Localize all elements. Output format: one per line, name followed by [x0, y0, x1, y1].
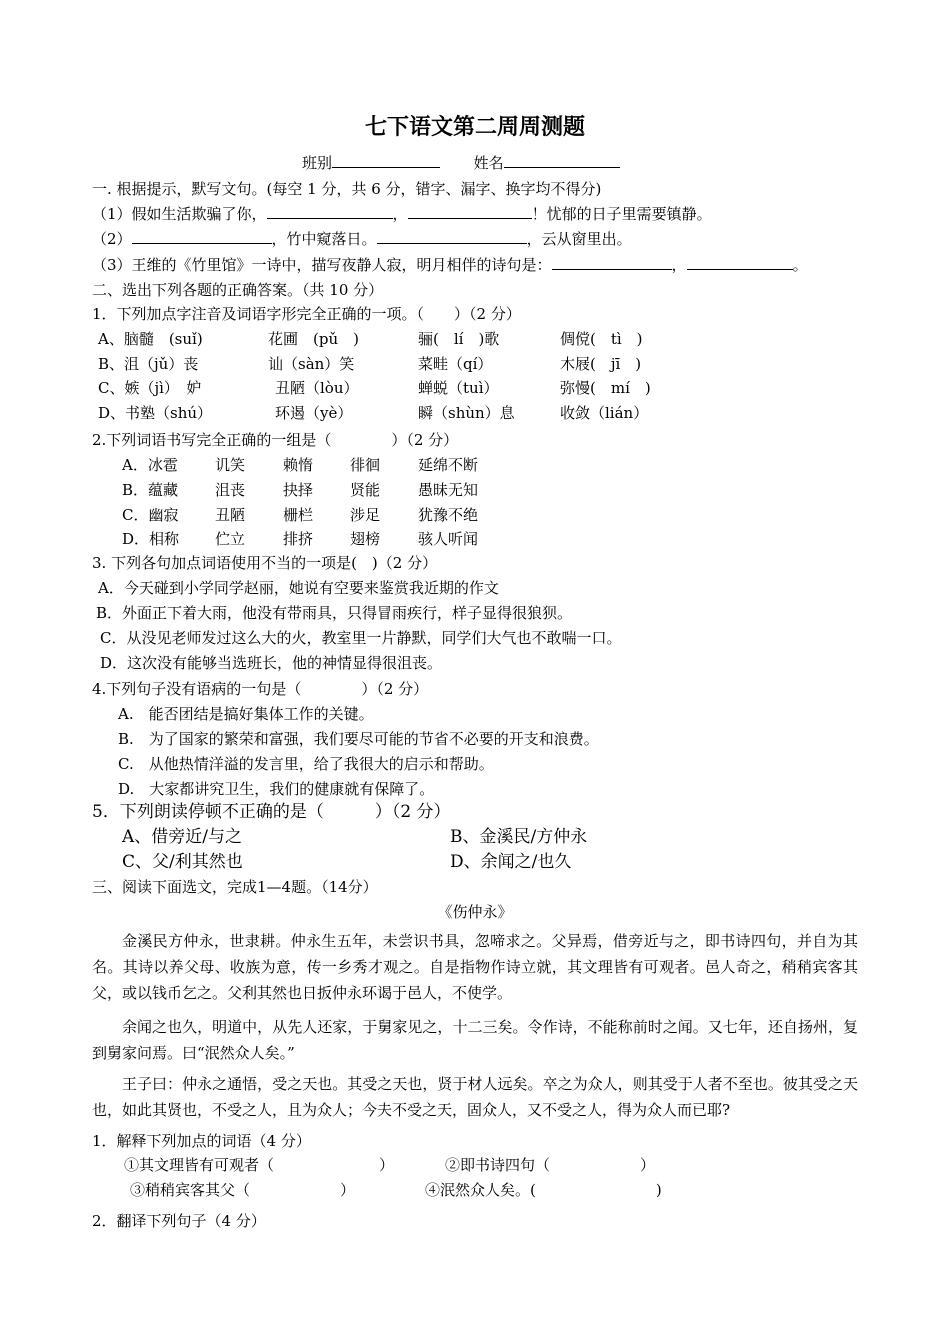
s2-q2-word: 沮丧: [215, 481, 246, 499]
s2-q1-option: 蝉蜕（tuì）: [418, 379, 499, 397]
s2-q3-option: D．这次没有能够当选班长，他的神情显得很沮丧。: [100, 654, 443, 672]
s1-question-1: [92, 204, 712, 224]
s2-q3-option: A．今天碰到小学同学赵丽，她说有空要来鉴赏我近期的作文: [98, 579, 499, 597]
s2-q2-word: 涉足: [350, 506, 381, 524]
s1-q3-blank-2[interactable]: [687, 255, 793, 270]
s1-question-3: [92, 255, 808, 275]
s2-q2-word: D．相称: [122, 530, 180, 548]
s3-q2-stem: 2．翻译下列句子（4 分）: [92, 1212, 266, 1230]
s2-q1-option: 瞬（shùn）息: [418, 404, 515, 422]
s1-q2-blank-1[interactable]: [132, 229, 272, 244]
s2-q4-option: A. 能否团结是搞好集体工作的关键。: [118, 705, 374, 723]
s2-q5-option: D、余闻之/也久: [450, 852, 572, 872]
s2-q1-option: B、沮（jǔ）丧: [98, 355, 199, 373]
s2-q4-stem: 4.下列句子没有语病的一句是（ ）（2 分）: [92, 680, 429, 698]
s1-q3-text-c: 。: [792, 256, 808, 274]
s2-q2-word: 丑陋: [215, 506, 246, 524]
s2-q2-word: 贤能: [350, 481, 381, 499]
s2-q1-option: 菜畦（qí）: [418, 355, 493, 373]
s2-q2-word: 赖惰: [283, 456, 314, 474]
s2-q1-option: 木屐( jī ): [560, 355, 642, 373]
s1-q2-blank-2[interactable]: [377, 229, 527, 244]
s2-q2-stem: 2.下列词语书写完全正确的一组是（ ）（2 分）: [92, 431, 459, 449]
section1-heading: 一. 根据提示，默写文句。(每空 1 分，共 6 分，错字、漏字、换字均不得分): [92, 180, 602, 198]
s2-q2-word: 抉择: [283, 481, 314, 499]
s2-q2-word: 徘徊: [350, 456, 381, 474]
s2-q1-option: 弥慢( mí ): [560, 379, 651, 397]
s3-q1-stem: 1．解释下列加点的词语（4 分）: [92, 1132, 311, 1150]
s2-q2-word: 延绵不断: [418, 456, 479, 474]
passage-paragraph-2: 余闻之也久，明道中，从先人还家，于舅家见之，十二三矣。令作诗，不能称前时之闻。又七年，还自扬州，复到舅家问焉。曰“泯然众人矣。”: [92, 1018, 858, 1062]
s2-q2-word: 伫立: [215, 530, 246, 548]
s1-q2-text-c: ，云从窗里出。: [526, 230, 632, 248]
s1-q2-text-a: （2）: [92, 230, 132, 248]
s2-q2-word: 翅榜: [350, 530, 381, 548]
passage-paragraph-3: 王子曰：仲永之通悟，受之天也。其受之天也，贤于材人远矣。卒之为众人，则其受于人者不至也。彼其受之天也，如此其贤也，不受之人，且为众人；今夫不受之天，固众人，又不受之人，得为众人而已耶?: [92, 1075, 858, 1119]
passage-paragraph-1: 金溪民方仲永，世隶耕。仲永生五年，未尝识书具，忽啼求之。父异焉，借旁近与之，即书诗四句，并自为其名。其诗以养父母、收族为意，传一乡秀才观之。自是指物作诗立就，其文理皆有可观者。邑人奇之，稍稍宾客其父，或以钱币乞之。父利其然也日扳仲永环谒于邑人，不使学。: [92, 932, 858, 1002]
s2-q1-option: D、书塾（shú）: [98, 404, 213, 422]
s2-q2-word: B．蕴藏: [122, 481, 179, 499]
s2-q1-option: 收敛（lián）: [560, 404, 649, 422]
s1-q2-text-b: ，竹中窥落日。: [271, 230, 377, 248]
page-title: 七下语文第二周周测题: [364, 114, 585, 140]
s2-q1-stem: 1．下列加点字注音及词语字形完全正确的一项。（ ）（2 分）: [92, 305, 521, 323]
s2-q2-word: 排挤: [283, 530, 314, 548]
s2-q2-word: 愚昧无知: [418, 481, 479, 499]
s2-q1-option: C、嫉（jì） 妒: [98, 379, 202, 397]
s1-q1-blank-1[interactable]: [267, 204, 393, 219]
s3-q1-item: ①其文理皆有可观者（ ）: [124, 1156, 395, 1174]
s2-q2-word: A．冰雹: [122, 456, 178, 474]
s2-q2-word: 栅栏: [283, 506, 314, 524]
class-label: 班别: [302, 154, 333, 172]
s1-q1-blank-2[interactable]: [408, 204, 532, 219]
s2-q4-option: B. 为了国家的繁荣和富强，我们要尽可能的节省不必要的开支和浪费。: [118, 730, 599, 748]
class-blank[interactable]: [332, 153, 440, 168]
s2-q5-option: C、父/利其然也: [122, 852, 243, 872]
s2-q5-stem: 5．下列朗读停顿不正确的是（ ）（2 分）: [92, 802, 451, 822]
s2-q2-word: 讥笑: [215, 456, 246, 474]
s2-q3-stem: 3. 下列各句加点词语使用不当的一项是( )（2 分）: [92, 554, 438, 572]
s2-q1-option: 花圃 (pǔ ): [268, 330, 359, 348]
section2-heading: 二、选出下列各题的正确答案。（共 10 分）: [92, 281, 384, 299]
name-blank[interactable]: [504, 153, 620, 168]
passage-title: 《伤仲永》: [437, 903, 513, 921]
s2-q1-option: 环遏（yè）: [275, 404, 353, 422]
s2-q2-word: 犹豫不绝: [418, 506, 479, 524]
s2-q5-option: B、金溪民/方仲永: [450, 827, 588, 847]
s1-q3-blank-1[interactable]: [552, 255, 672, 270]
header-info: [302, 153, 620, 173]
s2-q1-option: A、脑髓 (suǐ): [98, 330, 203, 348]
name-label: 姓名: [473, 154, 504, 172]
s2-q4-option: D. 大家都讲究卫生，我们的健康就有保障了。: [118, 780, 435, 798]
s2-q4-option: C. 从他热情洋溢的发言里，给了我很大的启示和帮助。: [118, 755, 494, 773]
s1-q1-text-b: ，: [392, 205, 408, 223]
s2-q3-option: B．外面正下着大雨，他没有带雨具，只得冒雨疾行，样子显得很狼狈。: [96, 604, 573, 622]
s1-q3-text-b: ，: [671, 256, 687, 274]
s1-q1-text-c: ！忧郁的日子里需要镇静。: [531, 205, 712, 223]
s3-q1-item: ③稍稍宾客其父（ ）: [130, 1181, 356, 1199]
s2-q1-option: 倜傥( tì ): [560, 330, 643, 348]
s1-q3-text-a: （3）王维的《竹里馆》一诗中，描写夜静人寂，明月相伴的诗句是：: [92, 256, 552, 274]
s1-q1-text-a: （1）假如生活欺骗了你，: [92, 205, 267, 223]
s2-q2-word: 骇人听闻: [418, 530, 479, 548]
s2-q1-option: 骊( lí )歌: [418, 330, 500, 348]
section3-heading: 三、阅读下面选文，完成1—4题。（14分）: [92, 878, 378, 896]
s2-q2-word: C．幽寂: [122, 506, 179, 524]
s3-q1-item: ②即书诗四句（ ）: [445, 1156, 656, 1174]
s1-question-2: [92, 229, 632, 249]
s3-q1-item: ④泯然众人矣。( ): [425, 1181, 662, 1199]
s2-q3-option: C．从没见老师发过这么大的火，教室里一片静默，同学们大气也不敢喘一口。: [100, 629, 622, 647]
s2-q1-option: 丑陋（lòu）: [275, 379, 359, 397]
s2-q5-option: A、借旁近/与之: [122, 827, 243, 847]
s2-q1-option: 讪（sàn）笑: [268, 355, 355, 373]
